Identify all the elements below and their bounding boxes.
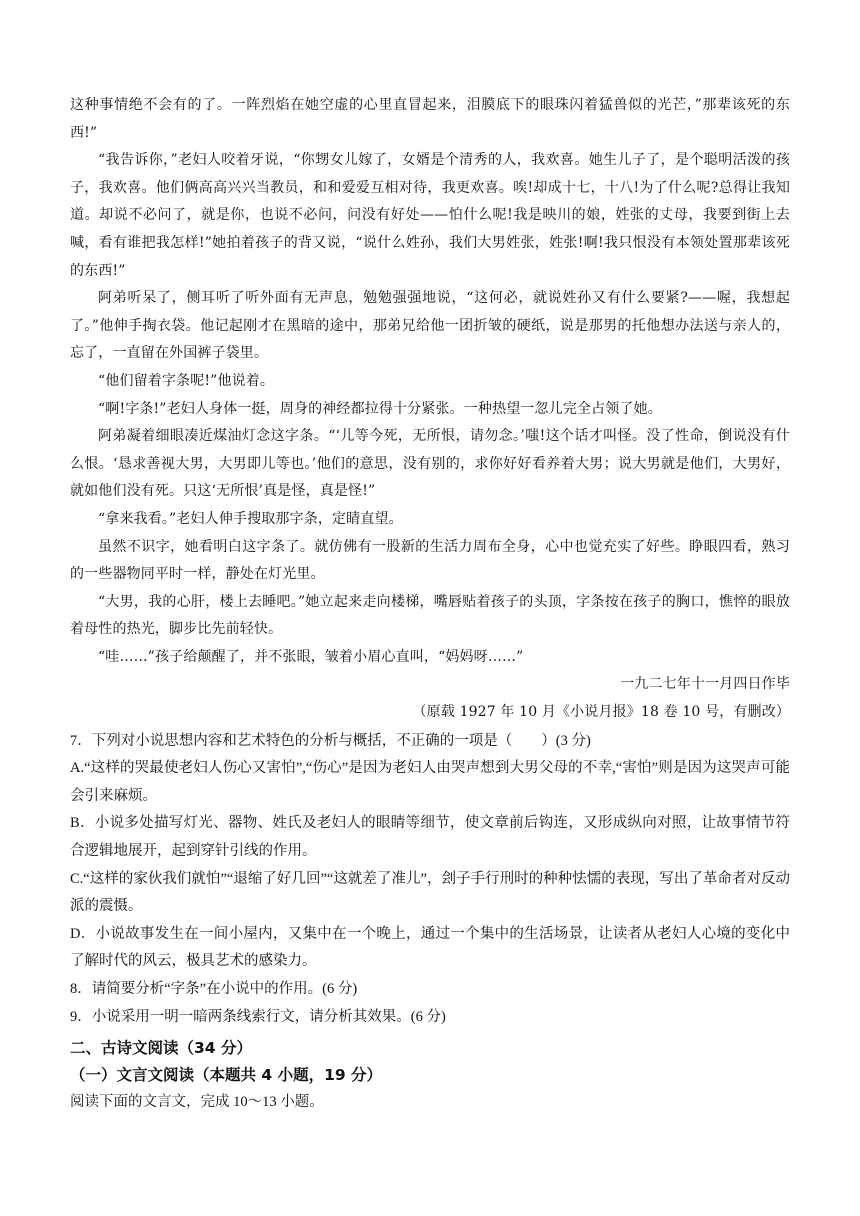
question-9: 9．小说采用一明一暗两条线索行文，请分析其效果。(6 分): [70, 1008, 446, 1025]
story-paragraph: 阿弟听呆了，侧耳听了听外面有无声息，勉勉强强地说，“这何必，就说姓孙又有什么要紧?——喔，我想起了。”他伸手掏衣袋。他记起刚才在黑暗的途中，那弟兄给他一团折皱的硬纸，说是那男的托他想办法送与亲人的，忘了，一直留在外国裤子袋里。: [70, 290, 790, 362]
question-7: 7．下列对小说思想内容和艺术特色的分析与概括，不正确的一项是（ ）(3 分): [70, 732, 591, 749]
question-list: [70, 728, 790, 1032]
section-instruction: 阅读下面的文言文，完成 10～13 小题。: [70, 1094, 324, 1111]
story-paragraph: “我告诉你，”老妇人咬着牙说，“你甥女儿嫁了，女婿是个清秀的人，我欢喜。她生儿子了，是个聪明活泼的孩子，我欢喜。他们俩高高兴兴当教员，和和爱爱互相对待，我更欢喜。唉!却成十七，十八!为了什么呢?总得让我知道。却说不必问了，就是你，也说不必问，问没有好处——怕什么呢!我是映川的娘，姓张的丈母，我要到街上去喊，看有谁把我怎样!”她拍着孩子的背又说，“说什么姓孙，我们大男姓张，姓张!啊!我只恨没有本领处置那辈该死的东西!”: [70, 152, 790, 279]
story-paragraph: “拿来我看。”老妇人伸手搜取那字条，定睛直望。: [98, 510, 403, 527]
story-paragraph: “哇……”孩子给颠醒了，并不张眼，皱着小眉心直叫，“妈妈呀……”: [98, 648, 524, 665]
question-7-option-d: D．小说故事发生在一间小屋内，又集中在一个晚上，通过一个集中的生活场景，让读者从老妇人心境的变化中了解时代的风云，极具艺术的感染力。: [70, 925, 790, 970]
document-page: [70, 92, 790, 1116]
section-heading: 二、古诗文阅读（34 分）: [70, 1039, 252, 1058]
question-8: 8．请简要分析“字条”在小说中的作用。(6 分): [70, 981, 358, 997]
story-paragraph: “他们留着字条呢!”他说着。: [98, 372, 275, 389]
story-date: 一九二七年十一月四日作毕: [620, 676, 790, 693]
story-paragraph: “啊!字条!”老妇人身体一挺，周身的神经都拉得十分紧张。一种热望一忽儿完全占领了她。: [98, 400, 662, 417]
story-source: （原载 1927 年 10 月《小说月报》18 卷 10 号，有删改）: [412, 704, 790, 721]
question-7-option-a: A.“这样的哭最使老妇人伤心又害怕”,“伤心”是因为老妇人由哭声想到大男父母的不幸,“害怕”则是因为这哭声可能会引来麻烦。: [70, 760, 790, 804]
story-excerpt: [70, 92, 790, 727]
question-7-option-c: C.“这样的家伙我们就怕”“退缩了好几回”“这就差了准儿”，刽子手行刑时的种种怯懦的表现，写出了革命者对反动派的震慑。: [70, 870, 790, 915]
story-paragraph: 阿弟凝着细眼凑近煤油灯念这字条。“‘儿等今死，无所恨，请勿念。’嗤!这个话才叫怪。没了性命，倒说没有什么恨。‘恳求善视大男，大男即儿等也。’他们的意思，没有别的，求你好好看养着大男；说大男就是他们，大男好，就如他们没有死。只这‘无所恨’真是怪，真是怪!”: [70, 428, 790, 500]
story-paragraph: “大男，我的心肝，楼上去睡吧。”她立起来走向楼梯，嘴唇贴着孩子的头顶，字条按在孩子的胸口，憔悴的眼放着母性的热光，脚步比先前轻快。: [70, 593, 790, 638]
question-7-option-b: B．小说多处描写灯光、器物、姓氏及老妇人的眼睛等细节，使文章前后钩连，又形成纵向对照，让故事情节符合逻辑地展开，起到穿针引线的作用。: [70, 815, 790, 860]
subsection-heading: （一）文言文阅读（本题共 4 小题，19 分）: [70, 1066, 383, 1085]
story-paragraph: 虽然不识字，她看明白这字条了。就仿佛有一股新的生活力周布全身，心中也觉充实了好些。睁眼四看，熟习的一些器物同平时一样，静处在灯光里。: [70, 538, 790, 583]
story-paragraph: 这种事情绝不会有的了。一阵烈焰在她空虚的心里直冒起来，泪膜底下的眼珠闪着猛兽似的光芒，”那辈该死的东西!”: [70, 97, 790, 141]
